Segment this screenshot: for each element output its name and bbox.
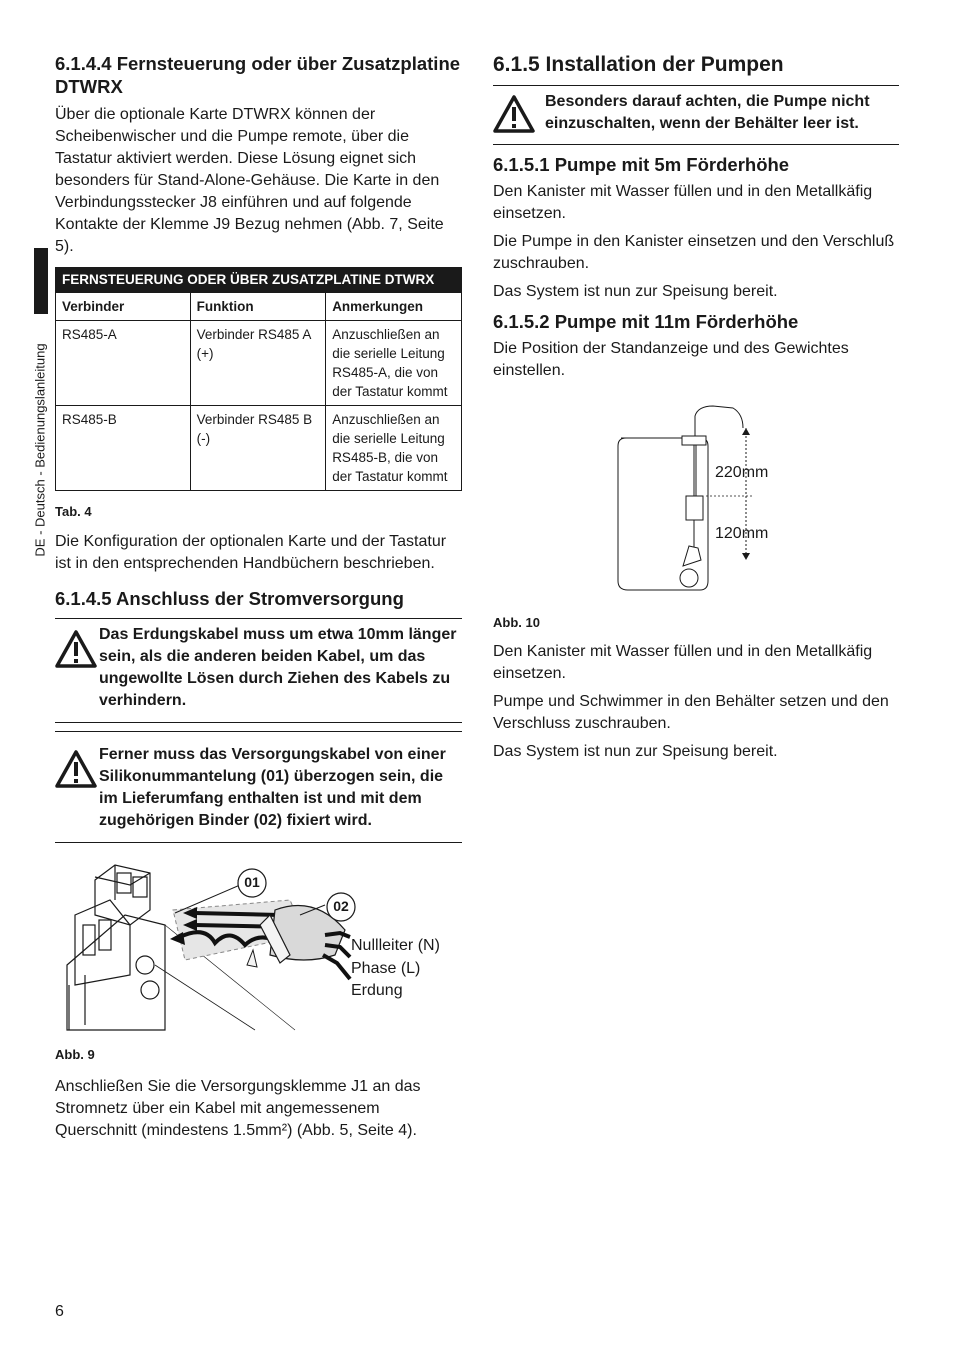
figure-10-caption: Abb. 10 [493,615,540,630]
table-caption: Tab. 4 [55,504,92,519]
left-column [55,52,462,1142]
callout-02: 02 [333,898,349,914]
warning-triangle-icon [55,630,99,673]
heading-6-1-5: 6.1.5 Installation der Pumpen [493,53,784,76]
figure-9-caption: Abb. 9 [55,1047,95,1062]
pump11-intro: Die Position der Standanzeige und des Gewichtes einstellen. [493,340,849,379]
table-cell: Anzuschließen an die serielle Leitung RS485-A, die von der Tastatur kommt [326,321,462,406]
table-cell: Verbinder RS485 B (-) [190,406,326,491]
side-document-label: DE - Deutsch - Bedienungslanleitung [32,343,48,557]
wire-label-phase: Phase (L) [351,960,421,977]
dtwrx-table [55,267,462,491]
table-title: FERNSTEUERUNG ODER ÜBER ZUSATZPLATINE DTWRX [56,268,462,293]
pump11-para-2: Pumpe und Schwimmer in den Behälter setzen und den Verschluss zuschrauben. [493,693,889,732]
table-header-funktion: Funktion [190,293,326,321]
pump-tank-illustration [493,388,899,603]
pump5-para-3: Das System ist nun zur Speisung bereit. [493,283,778,300]
table-row [56,406,462,491]
warning-text: Besonders darauf achten, die Pumpe nicht einzuschalten, wenn der Behälter leer ist. [545,93,870,132]
heading-6-1-5-2: 6.1.5.2 Pumpe mit 11m Förderhöhe [493,311,799,332]
warning-text: Ferner muss das Versorgungskabel von einer Silikonummantelung (01) überzogen sein, die im Lieferumfang enthalten ist und mit dem zugehörigen Binder (02) fixiert wird. [99,746,446,829]
warning-pump-empty [493,86,899,145]
supply-terminal-paragraph: Anschließen Sie die Versorgungsklemme J1 an das Stromnetz über ein Kabel mit angemessenem Querschnitt (mindestens 1.5mm²) (Abb. 5, Seite 4). [55,1078,421,1139]
table-cell: RS485-A [56,321,191,406]
config-paragraph: Die Konfiguration der optionalen Karte und der Tastatur ist in den entsprechenden Handbüchern beschrieben. [55,533,447,572]
warning-silicone-sleeve [55,732,462,843]
wire-label-neutral: Nullleiter (N) [351,937,440,954]
warning-text: Das Erdungskabel muss um etwa 10mm länger sein, als die anderen beiden Kabel, um das ungewollte Lösen durch Ziehen des Kabels zu verhindern. [99,626,457,709]
pump5-para-1: Den Kanister mit Wasser füllen und in den Metallkäfig einsetzen. [493,183,873,222]
pump11-para-3: Das System ist nun zur Speisung bereit. [493,743,778,760]
table-cell: Anzuschließen an die serielle Leitung RS485-B, die von der Tastatur kommt [326,406,462,491]
figure-power-cable [55,855,462,1035]
table-cell: RS485-B [56,406,191,491]
warning-triangle-icon [493,95,537,138]
intro-paragraph: Über die optionale Karte DTWRX können der Scheibenwischer und die Pumpe remote, über die Tastatur aktiviert werden. Diese Lösung eignet sich besonders für Stand-Alone-Gehäuse. Die Karte in den Verbindungsstecker J8 einführen und auf folgende Kontakte der Klemme J9 Bezug nehmen (Abb. 7, Seite 5). [55,106,444,255]
heading-6-1-5-1: 6.1.5.1 Pumpe mit 5m Förderhöhe [493,154,790,175]
dimension-220mm: 220mm [715,464,769,481]
side-tab-marker [34,248,48,314]
pump5-para-2: Die Pumpe in den Kanister einsetzen und den Verschluß zuschrauben. [493,233,895,272]
table-row [56,321,462,406]
right-column [493,52,899,763]
pump11-para-1: Den Kanister mit Wasser füllen und in den Metallkäfig einsetzen. [493,643,873,682]
table-header-anmerkungen: Anmerkungen [326,293,462,321]
table-header-verbinder: Verbinder [56,293,191,321]
heading-6-1-4-5: 6.1.4.5 Anschluss der Stromversorgung [55,588,404,609]
dimension-120mm: 120mm [715,525,769,542]
wire-label-earth: Erdung [351,982,403,999]
callout-01: 01 [244,874,260,890]
table-cell: Verbinder RS485 A (+) [190,321,326,406]
page-number: 6 [55,1303,64,1320]
heading-6-1-4-4: 6.1.4.4 Fernsteuerung oder über Zusatzplatine DTWRX [55,53,461,97]
warning-triangle-icon [55,750,99,793]
warning-earth-cable [55,619,462,723]
figure-pump-tank [493,388,899,603]
